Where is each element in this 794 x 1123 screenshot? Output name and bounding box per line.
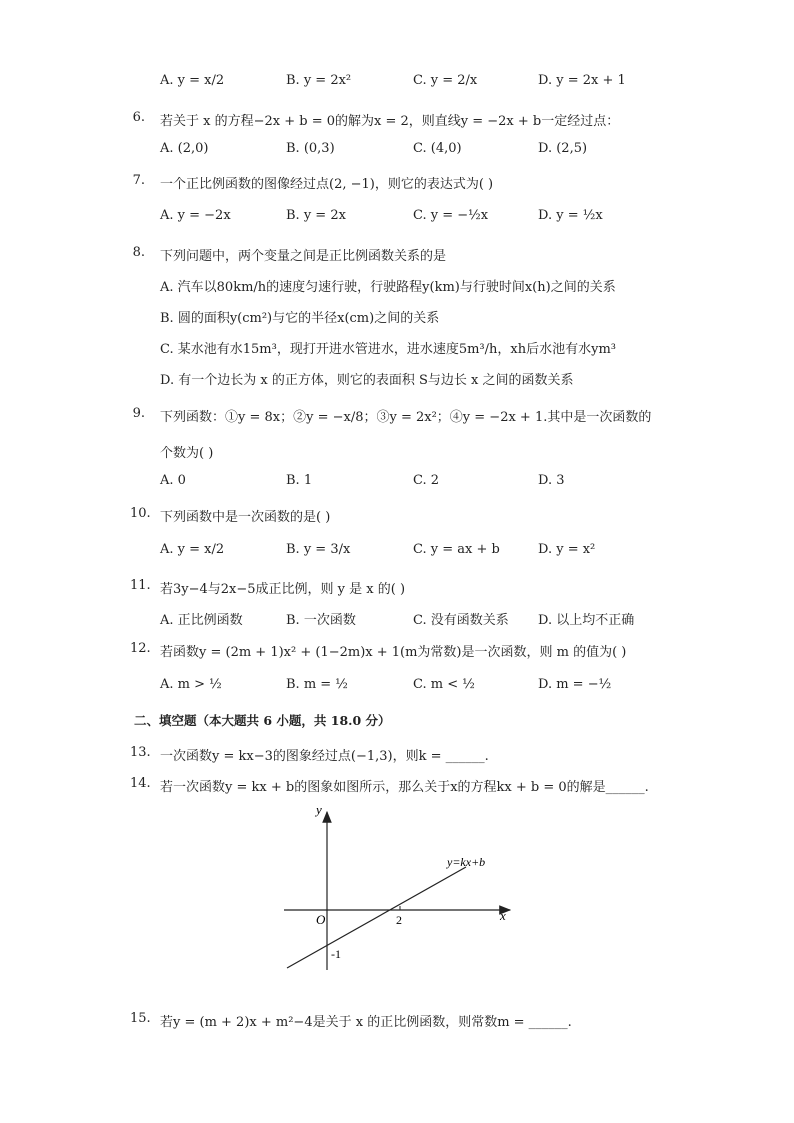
q6-option-a: A. (2,0) (160, 141, 209, 156)
q13-text: 一次函数y = kx−3的图象经过点(−1,3)，则k = ______. (160, 749, 489, 764)
q12-number: 12. (130, 641, 151, 656)
q6-number: 6. (132, 110, 145, 125)
q8-number: 8. (132, 245, 145, 260)
q10-option-d: D. y = x² (538, 542, 596, 557)
q9-text: 下列函数：①y = 8x；②y = −x/8；③y = 2x²；④y = −2x + 1.其中是一次函数的 (160, 410, 652, 425)
q12-option-a: A. m > ½ (160, 677, 222, 692)
q15-number: 15. (130, 1011, 151, 1026)
q8-option-a: A. 汽车以80km/h的速度匀速行驶，行驶路程y(km)与行驶时间x(h)之间的关系 (160, 280, 616, 295)
q7-option-b: B. y = 2x (286, 208, 346, 223)
q10-option-c: C. y = ax + b (413, 542, 500, 557)
q7-number: 7. (132, 173, 145, 188)
x-axis-label: x (500, 908, 506, 923)
q9-number: 9. (132, 406, 145, 421)
q10-option-b: B. y = 3/x (286, 542, 351, 557)
q5-option-d: D. y = 2x + 1 (538, 73, 626, 88)
q9-text-continued: 个数为( ) (160, 446, 214, 461)
q8-option-c: C. 某水池有水15m³，现打开进水管进水，进水速度5m³/h，xh后水池有水ym³ (160, 342, 616, 357)
q14-text: 若一次函数y = kx + b的图象如图所示，那么关于x的方程kx + b = 0的解是______. (160, 780, 649, 795)
y-axis-label: y (316, 802, 322, 817)
q5-option-a: A. y = x/2 (160, 73, 225, 88)
q11-option-d: D. 以上均不正确 (538, 613, 635, 628)
q9-option-d: D. 3 (538, 473, 565, 488)
q9-option-c: C. 2 (413, 473, 440, 488)
q12-text: 若函数y = (2m + 1)x² + (1−2m)x + 1(m为常数)是一次函数，则 m 的值为( ) (160, 645, 627, 660)
section-heading-fill-in: 二、填空题（本大题共 6 小题，共 18.0 分） (134, 713, 391, 728)
q15-text: 若y = (m + 2)x + m²−4是关于 x 的正比例函数，则常数m = ______. (160, 1015, 572, 1030)
line-equation-label: y=kx+b (447, 855, 486, 869)
q13-number: 13. (130, 745, 151, 760)
y-intercept-label: -1 (331, 947, 341, 961)
q11-number: 11. (130, 578, 151, 593)
q7-text: 一个正比例函数的图像经过点(2, −1)，则它的表达式为( ) (160, 177, 494, 192)
q9-option-a: A. 0 (160, 473, 186, 488)
q6-option-c: C. (4,0) (413, 141, 462, 156)
q5-option-b: B. y = 2x² (286, 73, 352, 88)
q11-option-a: A. 正比例函数 (160, 613, 243, 628)
q14-number: 14. (130, 776, 151, 791)
x-intercept-label: 2 (396, 913, 402, 927)
q12-option-d: D. m = −½ (538, 677, 612, 692)
q11-option-b: B. 一次函数 (286, 613, 356, 628)
q7-option-a: A. y = −2x (160, 208, 231, 223)
q6-option-d: D. (2,5) (538, 141, 588, 156)
q8-option-b: B. 圆的面积y(cm²)与它的半径x(cm)之间的关系 (160, 311, 440, 326)
q7-option-c: C. y = −½x (413, 208, 489, 223)
q9-option-b: B. 1 (286, 473, 313, 488)
q8-option-d: D. 有一个边长为 x 的正方体，则它的表面积 S与边长 x 之间的函数关系 (160, 373, 574, 388)
q6-text: 若关于 x 的方程−2x + b = 0的解为x = 2，则直线y = −2x + b一定经过点： (160, 114, 620, 129)
q8-text: 下列问题中，两个变量之间是正比例函数关系的是 (160, 249, 447, 264)
q14-graph (280, 798, 520, 976)
q12-option-b: B. m = ½ (286, 677, 348, 692)
q6-option-b: B. (0,3) (286, 141, 335, 156)
q7-option-d: D. y = ½x (538, 208, 603, 223)
q10-option-a: A. y = x/2 (160, 542, 225, 557)
function-line (287, 867, 466, 968)
q12-option-c: C. m < ½ (413, 677, 475, 692)
q10-number: 10. (130, 506, 151, 521)
q11-text: 若3y−4与2x−5成正比例，则 y 是 x 的( ) (160, 582, 406, 597)
q11-option-c: C. 没有函数关系 (413, 613, 509, 628)
q5-option-c: C. y = 2/x (413, 73, 478, 88)
origin-label: O (316, 912, 326, 927)
q10-text: 下列函数中是一次函数的是( ) (160, 510, 331, 525)
